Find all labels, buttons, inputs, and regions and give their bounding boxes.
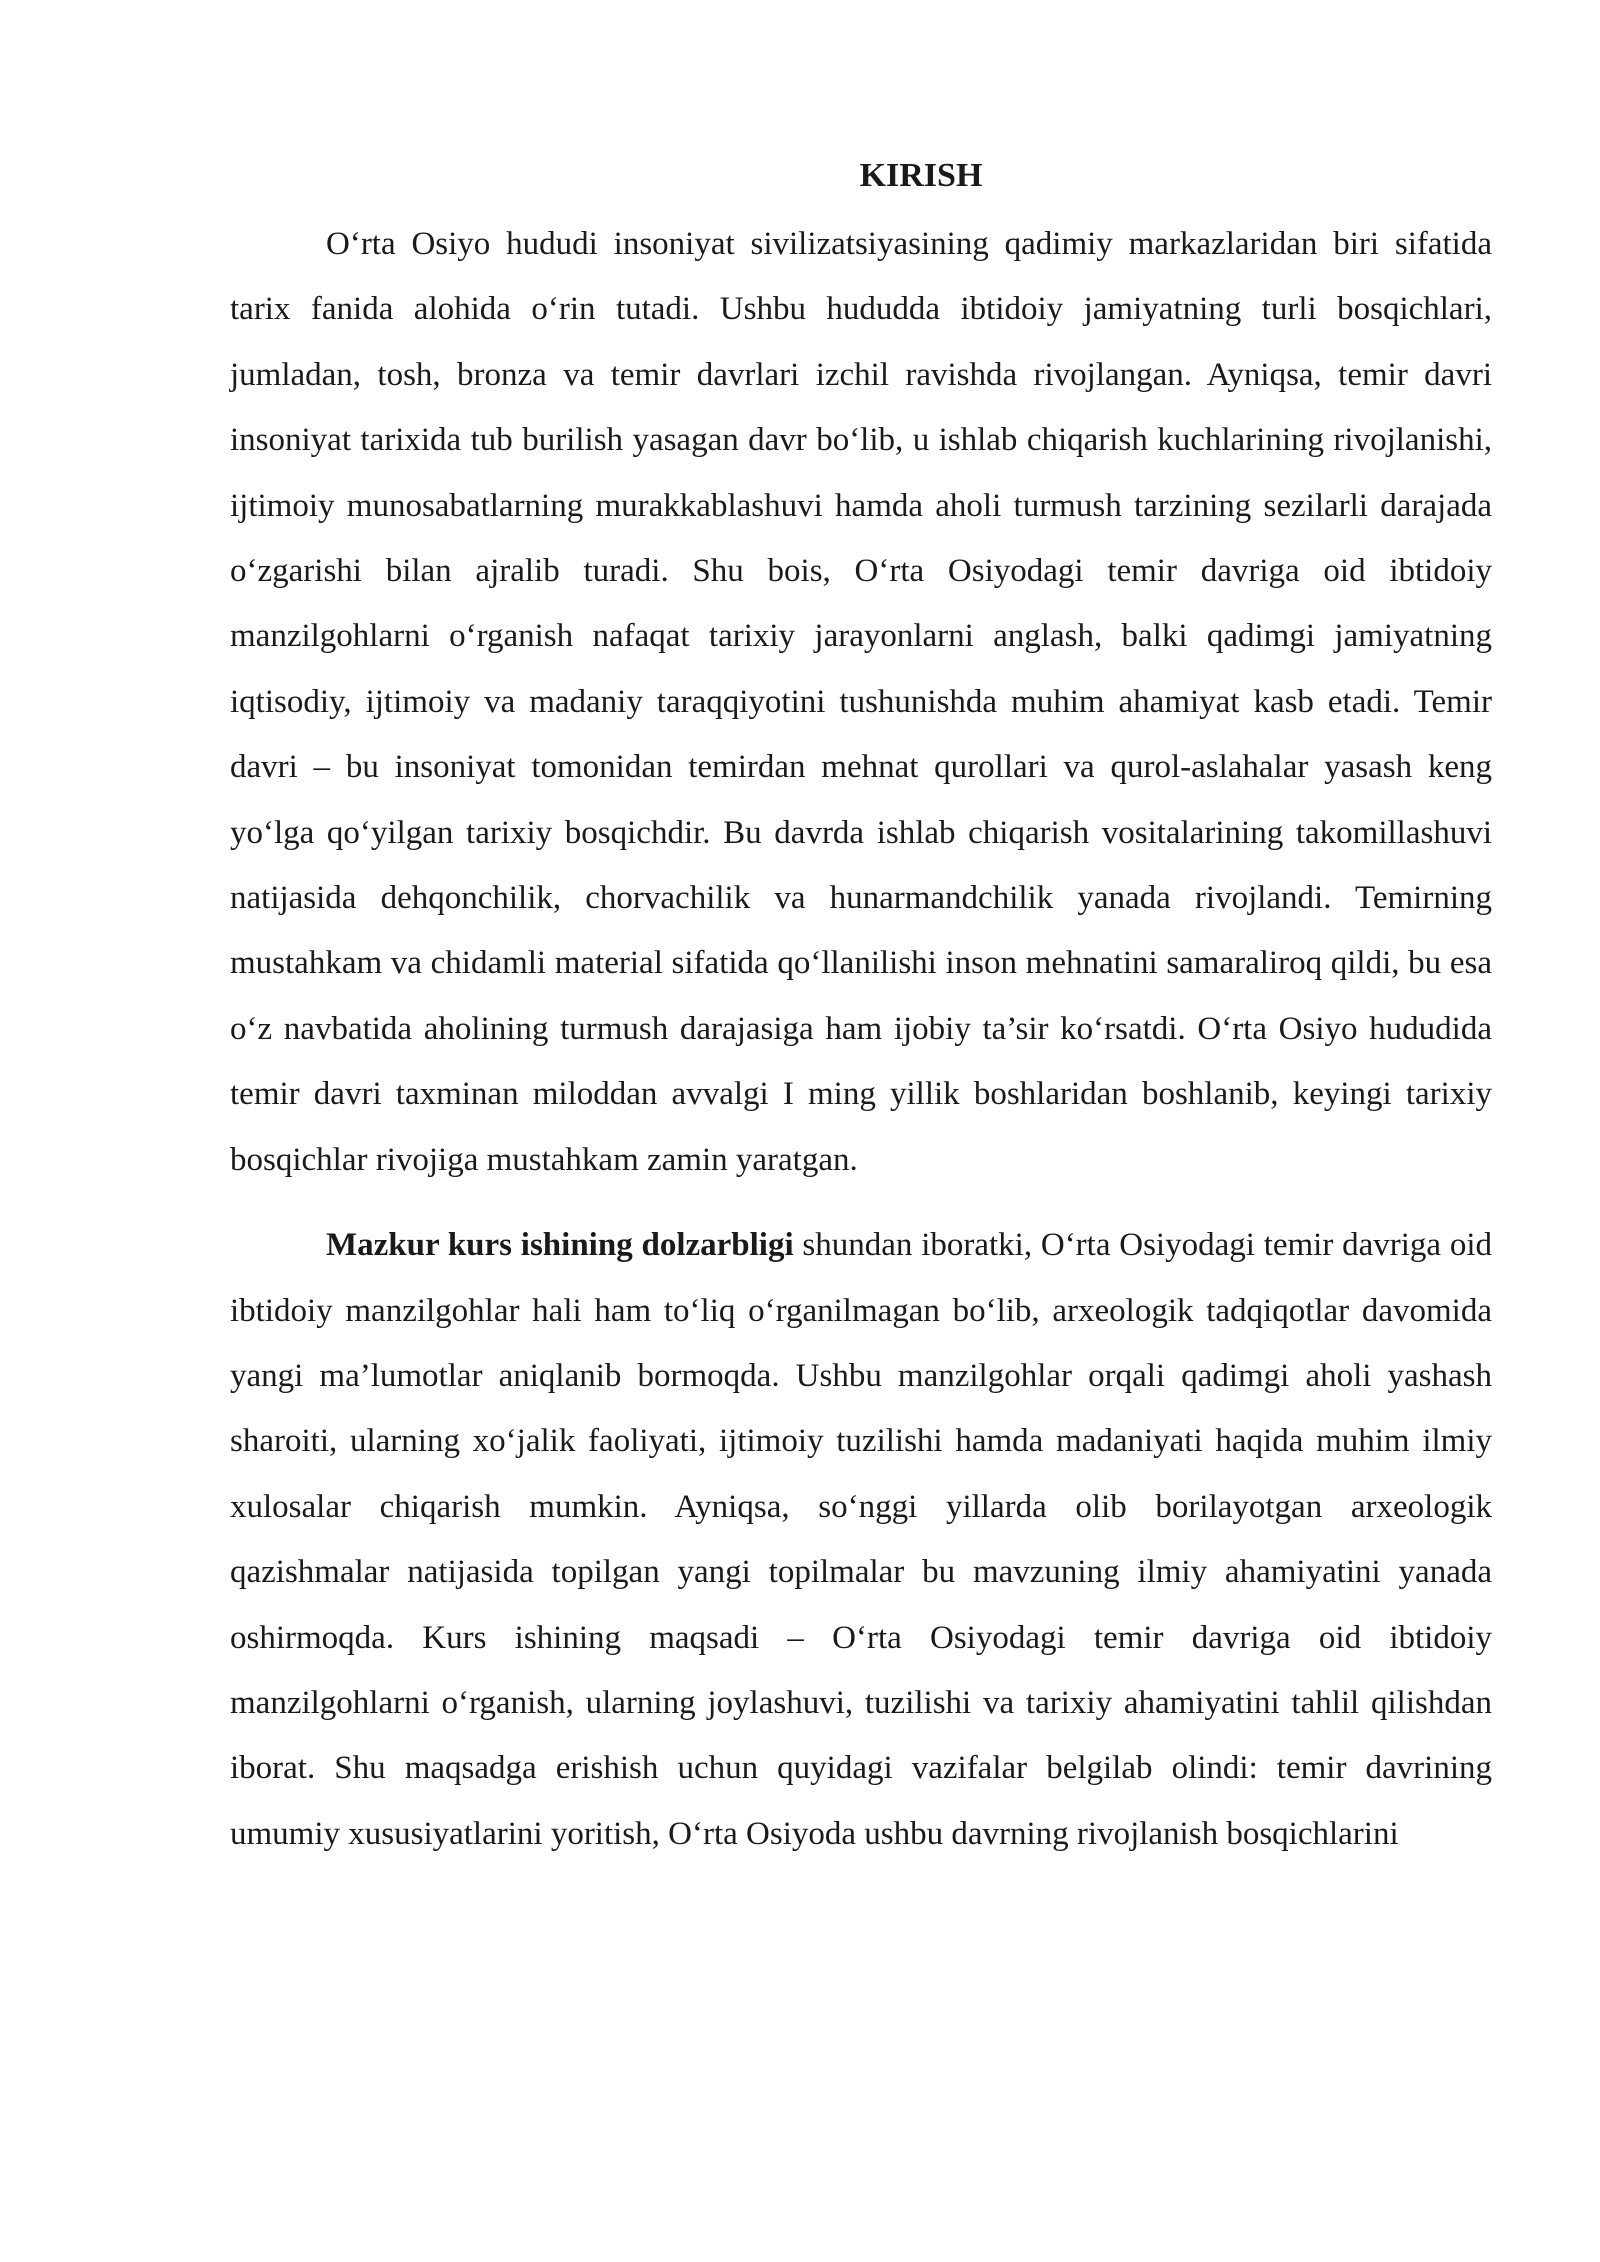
relevance-heading: Mazkur kurs ishining dolzarbligi xyxy=(326,1227,794,1264)
relevance-paragraph xyxy=(230,1213,1492,1867)
relevance-text: shundan iboratki, O‘rta Osiyodagi temir davriga oid ibtidoiy manzilgohlar hali ham to‘liq o‘rganilmagan bo‘lib, arxeologik tadqiqotlar davomida yangi ma’lumotlar aniqlanib bormoqda. Ushbu manzilgohlar orqali qadimgi aholi yashash sharoiti, ularning xo‘jalik faoliyati, ijtimoiy tuzilishi hamda madaniyati haqida muhim ilmiy xulosalar chiqarish mumkin. Ayniqsa, so‘nggi yillarda olib borilayotgan arxeologik qazishmalar natijasida topilgan yangi topilmalar bu mavzuning ilmiy ahamiyatini yanada oshirmoqda. Kurs ishining maqsadi – O‘rta Osiyodagi temir davriga oid ibtidoiy manzilgohlarni o‘rganish, ularning joylashuvi, tuzilishi va tarixiy ahamiyatini tahlil qilishdan iborat. Shu maqsadga erishish uchun quyidagi vazifalar belgilab olindi: temir davrining umumiy xususiyatlarini yoritish, O‘rta Osiyoda ushbu davrning rivojlanish bosqichlarini xyxy=(230,1227,1492,1852)
intro-paragraph: O‘rta Osiyo hududi insoniyat sivilizatsiyasining qadimiy markazlaridan biri sifatida tarix fanida alohida o‘rin tutadi. Ushbu hududda ibtidoiy jamiyatning turli bosqichlari, jumladan, tosh, bronza va temir davrlari izchil ravishda rivojlangan. Ayniqsa, temir davri insoniyat tarixida tub burilish yasagan davr bo‘lib, u ishlab chiqarish kuchlarining rivojlanishi, ijtimoiy munosabatlarning murakkablashuvi hamda aholi turmush tarzining sezilarli darajada o‘zgarishi bilan ajralib turadi. Shu bois, O‘rta Osiyodagi temir davriga oid ibtidoiy manzilgohlarni o‘rganish nafaqat tarixiy jarayonlarni anglash, balki qadimgi jamiyatning iqtisodiy, ijtimoiy va madaniy taraqqiyotini tushunishda muhim ahamiyat kasb etadi. Temir davri – bu insoniyat tomonidan temirdan mehnat qurollari va qurol-aslahalar yasash keng yo‘lga qo‘yilgan tarixiy bosqichdir. Bu davrda ishlab chiqarish vositalarining takomillashuvi natijasida dehqonchilik, chorvachilik va hunarmandchilik yanada rivojlandi. Temirning mustahkam va chidamli material sifatida qo‘llanilishi inson mehnatini samaraliroq qildi, bu esa o‘z navbatida aholining turmush darajasiga ham ijobiy ta’sir ko‘rsatdi. O‘rta Osiyo hududida temir davri taxminan miloddan avvalgi I ming yillik boshlaridan boshlanib, keyingi tarixiy bosqichlar rivojiga mustahkam zamin yaratgan. xyxy=(230,226,1492,1178)
page-title: KIRISH xyxy=(859,157,983,194)
document-page xyxy=(230,148,1492,1867)
